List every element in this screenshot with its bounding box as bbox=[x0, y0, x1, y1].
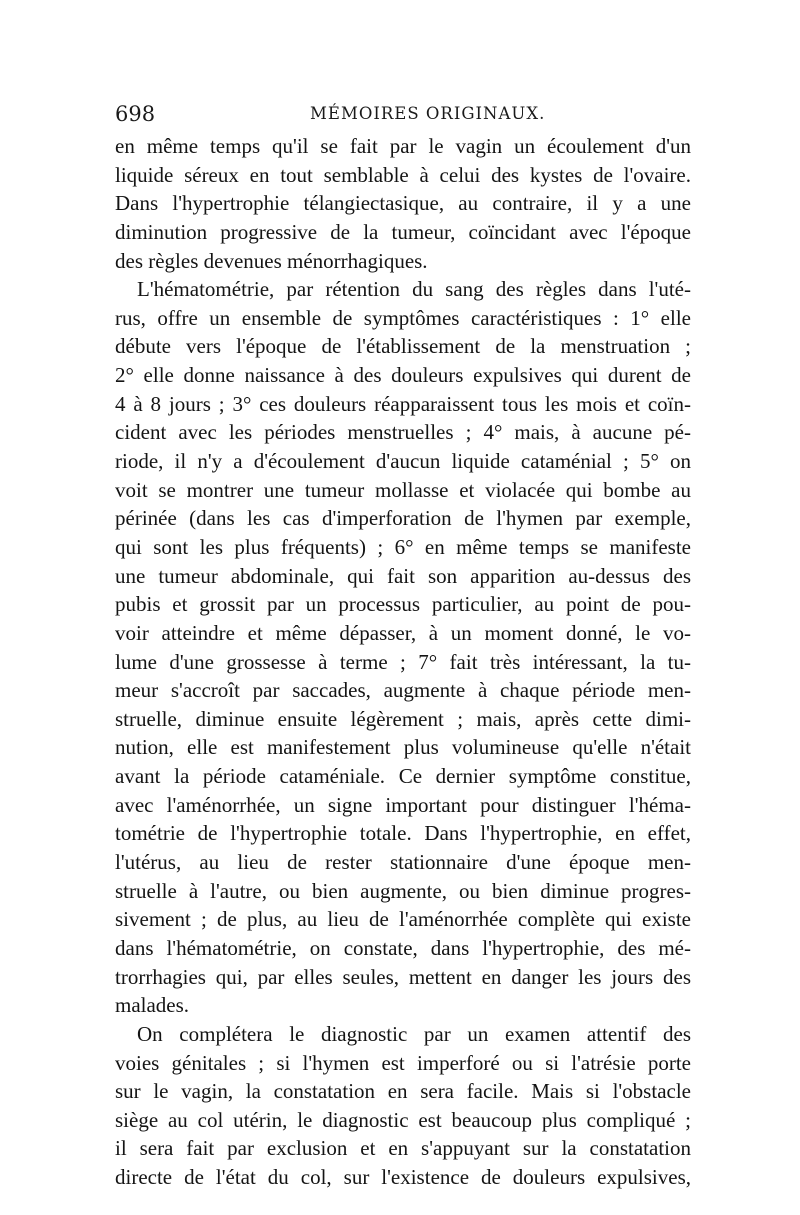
text-line: On complétera le diagnostic par un examen attentif des bbox=[137, 1021, 691, 1046]
text-line: en même temps qu'il se fait par le vagin un écoulement d'un bbox=[115, 134, 691, 158]
running-head: MÉMOIRES ORIGINAUX. bbox=[310, 104, 546, 123]
text-line: L'hématométrie, par rétention du sang des règles dans l'uté- bbox=[137, 277, 691, 302]
text-line: avant la période cataméniale. Ce dernier symptôme constitue, bbox=[115, 764, 691, 789]
text-line: nution, elle est manifestement plus volumineuse qu'elle n'était bbox=[115, 735, 691, 760]
text-line: riode, il n'y a d'écoulement d'aucun liquide cataménial ; 5° on bbox=[115, 449, 691, 474]
text-line: trorrhagies qui, par elles seules, mettent en danger les jours des bbox=[115, 964, 691, 989]
text-line: liquide séreux en tout semblable à celui des kystes de l'ovaire. bbox=[115, 162, 691, 187]
text-line: rus, offre un ensemble de symptômes caractéristiques : 1° elle bbox=[115, 305, 691, 330]
page-number: 698 bbox=[115, 102, 156, 126]
text-line: 4 à 8 jours ; 3° ces douleurs réapparaissent tous les mois et coïn- bbox=[115, 391, 691, 416]
text-line: lume d'une grossesse à terme ; 7° fait très intéressant, la tu- bbox=[115, 649, 691, 674]
text-line: siège au col utérin, le diagnostic est beaucoup plus compliqué ; bbox=[115, 1107, 691, 1132]
text-line: voit se montrer une tumeur mollasse et violacée qui bombe au bbox=[115, 477, 691, 502]
text-line: qui sont les plus fréquents) ; 6° en même temps se manifeste bbox=[115, 534, 691, 559]
text-line: Dans l'hypertrophie télangiectasique, au contraire, il y a une bbox=[115, 191, 691, 216]
text-line: voir atteindre et même dépasser, à un moment donné, le vo- bbox=[115, 620, 691, 645]
text-line: sivement ; de plus, au lieu de l'aménorrhée complète qui existe bbox=[115, 907, 691, 932]
text-line: struelle, diminue ensuite légèrement ; mais, après cette dimi- bbox=[115, 706, 691, 731]
text-line: tométrie de l'hypertrophie totale. Dans l'hypertrophie, en effet, bbox=[115, 821, 691, 846]
text-line: il sera fait par exclusion et en s'appuyant sur la constatation bbox=[115, 1136, 691, 1161]
text-line: diminution progressive de la tumeur, coïncidant avec l'époque bbox=[115, 219, 691, 244]
text-line: l'utérus, au lieu de rester stationnaire d'une époque men- bbox=[115, 850, 691, 875]
page-header bbox=[115, 96, 700, 132]
text-line: avec l'aménorrhée, un signe important pour distinguer l'héma- bbox=[115, 792, 691, 817]
text-line: pubis et grossit par un processus particulier, au point de pou- bbox=[115, 592, 691, 617]
text-line: voies génitales ; si l'hymen est imperforé ou si l'atrésie porte bbox=[115, 1050, 691, 1075]
text-line: malades. bbox=[115, 993, 190, 1018]
text-line: 2° elle donne naissance à des douleurs expulsives qui durent de bbox=[115, 363, 691, 388]
text-line: directe de l'état du col, sur l'existence de douleurs expulsives, bbox=[115, 1165, 691, 1190]
text-line: dans l'hématométrie, on constate, dans l'hypertrophie, des mé- bbox=[115, 935, 691, 960]
text-line: une tumeur abdominale, qui fait son apparition au-dessus des bbox=[115, 563, 691, 588]
text-line: struelle à l'autre, ou bien augmente, ou bien diminue progres- bbox=[115, 878, 691, 903]
text-line: des règles devenues ménorrhagiques. bbox=[115, 248, 428, 273]
text-line: cident avec les périodes menstruelles ; 4° mais, à aucune pé- bbox=[115, 420, 691, 445]
text-line: meur s'accroît par saccades, augmente à chaque période men- bbox=[115, 678, 691, 703]
text-line: sur le vagin, la constatation en sera facile. Mais si l'obstacle bbox=[115, 1079, 691, 1104]
text-line: périnée (dans les cas d'imperforation de l'hymen par exemple, bbox=[115, 506, 691, 531]
text-line: débute vers l'époque de l'établissement de la menstruation ; bbox=[115, 334, 691, 359]
body-text bbox=[115, 132, 691, 1192]
